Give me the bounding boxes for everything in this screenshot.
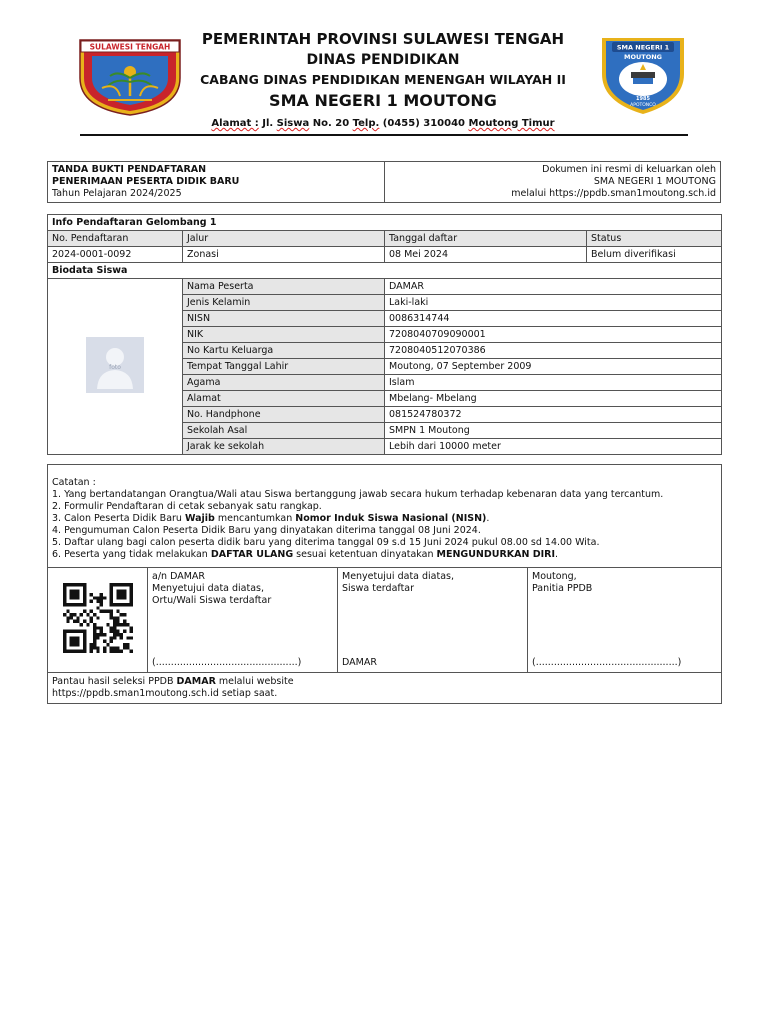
- svg-text:SULAWESI TENGAH: SULAWESI TENGAH: [89, 42, 171, 52]
- registration-header-row: No. Pendaftaran Jalur Tanggal daftar Status: [48, 231, 722, 247]
- table-row: NISN 0086314744: [48, 311, 722, 327]
- table-row: No. Handphone 081524780372: [48, 407, 722, 423]
- letterhead: [0, 0, 768, 140]
- notes-section: [48, 465, 722, 568]
- table-row: Tempat Tanggal Lahir Moutong, 07 September 2009: [48, 359, 722, 375]
- parent-signature-line: (...............................................): [152, 657, 302, 668]
- table-row: Jarak ke sekolah Lebih dari 10000 meter: [48, 439, 722, 455]
- qr-code-icon: [56, 583, 140, 653]
- registration-value-row: [48, 247, 722, 263]
- registration-number: 2024-0001-0092: [48, 247, 183, 263]
- registration-status: Belum diverifikasi: [587, 247, 722, 263]
- registration-date: 08 Mei 2024: [385, 247, 587, 263]
- avatar-icon: [86, 337, 144, 393]
- svg-text:foto: foto: [109, 363, 121, 371]
- document-title-block: [47, 161, 721, 203]
- table-row: Jenis Kelamin Laki-laki: [48, 295, 722, 311]
- table-row: NIK 7208040709090001: [48, 327, 722, 343]
- student-signature-name: DAMAR: [342, 657, 377, 668]
- header-divider: [80, 134, 688, 136]
- committee-signature-box: Moutong, Panitia PPDB (...............................................): [528, 568, 722, 673]
- student-signature-box: Menyetujui data diatas, Siswa terdaftar DAMAR: [338, 568, 528, 673]
- school-badge-icon: [598, 34, 688, 116]
- note-2: 2. Formulir Pendaftaran di cetak sebanyak satu rangkap.: [52, 501, 322, 512]
- parent-signature-box: a/n DAMAR Menyetujui data diatas, Ortu/Wali Siswa terdaftar (...............................................): [148, 568, 338, 673]
- committee-signature-line: (...............................................): [532, 657, 682, 668]
- document-title: TANDA BUKTI PENDAFTARAN PENERIMAAN PESERTA DIDIK BARU Tahun Pelajaran 2024/2025: [48, 162, 385, 203]
- qr-code-cell: [48, 568, 148, 673]
- table-row: foto Nama Peserta DAMAR: [48, 279, 722, 295]
- svg-text:APOTONCO: APOTONCO: [630, 103, 656, 108]
- table-row: Sekolah Asal SMPN 1 Moutong: [48, 423, 722, 439]
- note-4: 4. Pengumuman Calon Peserta Didik Baru yang dinyatakan diterima tanggal 08 Juni 2024.: [52, 525, 481, 536]
- note-1: 1. Yang bertandatangan Orangtua/Wali atau Siswa bertanggung jawab secara hukum terhadap kebenaran data yang tercantum.: [52, 489, 664, 500]
- issuer-info: Dokumen ini resmi di keluarkan oleh SMA NEGERI 1 MOUTONG melalui https://ppdb.sman1moutong.sch.id: [385, 162, 721, 203]
- sulawesi-tengah-emblem-icon: [78, 38, 182, 116]
- svg-text:SMA NEGERI 1: SMA NEGERI 1: [616, 43, 670, 52]
- school-address: Alamat : Jl. Siswa No. 20 Telp. (0455) 310040 Moutong Timur: [211, 118, 555, 129]
- svg-text:MOUTONG: MOUTONG: [623, 53, 663, 61]
- school-name: SMA NEGERI 1 MOUTONG: [269, 91, 497, 110]
- registration-table: [47, 214, 722, 455]
- notes-heading: Catatan :: [52, 477, 96, 488]
- note-3: 3. Calon Peserta Didik Baru Wajib mencantumkan Nomor Induk Siswa Nasional (NISN).: [52, 513, 490, 524]
- notes-table: [47, 464, 722, 704]
- svg-text:1985: 1985: [636, 96, 650, 102]
- table-row: Agama Islam: [48, 375, 722, 391]
- agency-name: DINAS PENDIDIKAN: [306, 52, 460, 68]
- note-5: 5. Daftar ulang bagi calon peserta didik baru yang diterima tanggal 09 s.d 15 Juni 2024 pukul 08.00 sd 14.00 Wita.: [52, 537, 600, 548]
- branch-name: CABANG DINAS PENDIDIKAN MENENGAH WILAYAH II: [200, 72, 566, 87]
- student-name: DAMAR: [385, 279, 722, 295]
- government-name: PEMERINTAH PROVINSI SULAWESI TENGAH: [201, 30, 565, 48]
- student-photo-cell: [48, 279, 183, 455]
- table-row: No Kartu Keluarga 7208040512070386: [48, 343, 722, 359]
- biodata-section-title: Biodata Siswa: [48, 263, 722, 279]
- registration-section-title: Info Pendaftaran Gelombang 1: [48, 215, 722, 231]
- registration-path: Zonasi: [183, 247, 385, 263]
- student-photo-placeholder: [86, 337, 144, 393]
- table-row: Alamat Mbelang- Mbelang: [48, 391, 722, 407]
- note-6: 6. Peserta yang tidak melakukan DAFTAR ULANG sesuai ketentuan dinyatakan MENGUNDURKAN DIRI.: [52, 549, 559, 560]
- footer-note: Pantau hasil seleksi PPDB DAMAR melalui website https://ppdb.sman1moutong.sch.id setiap saat.: [48, 673, 722, 704]
